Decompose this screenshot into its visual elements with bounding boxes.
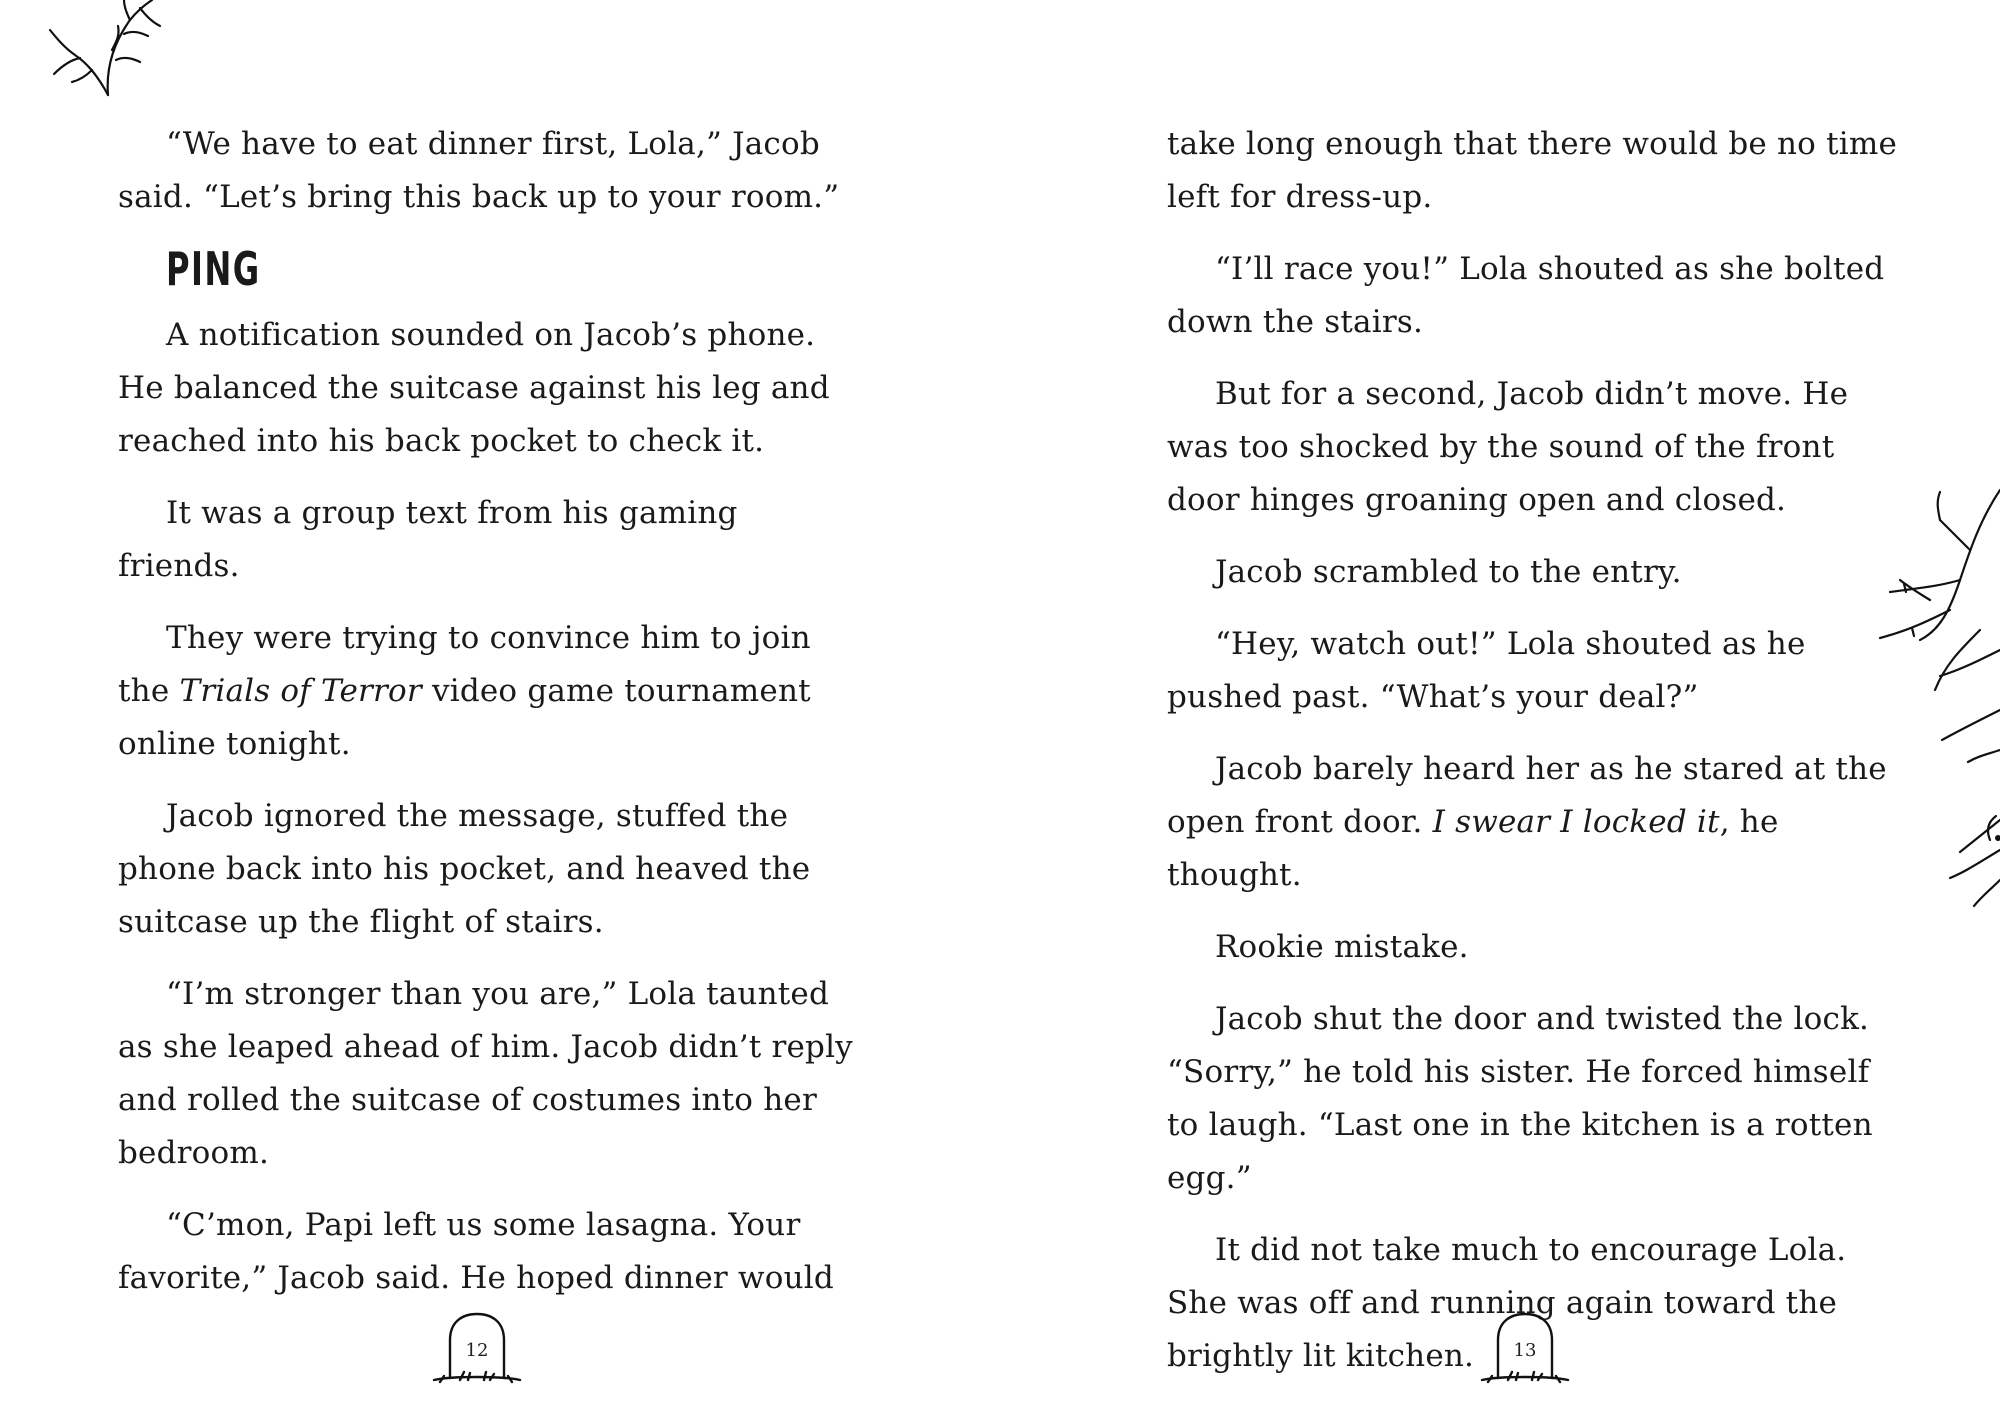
text-segment: A notification sounded on Jacob’s phone. He balanced the suitcase against his leg and reached into his back pocket to check it. — [118, 317, 830, 459]
text-segment: They were trying to convince him to join the — [118, 620, 811, 709]
text-segment: “Hey, watch out!” Lola shouted as he pushed past. “What’s your deal?” — [1167, 626, 1806, 715]
paragraph — [118, 1199, 858, 1305]
right-page-text — [1167, 118, 1907, 1402]
page-number: 12 — [465, 1340, 489, 1361]
text-segment: Rookie mistake. — [1215, 929, 1469, 965]
paragraph — [1167, 118, 1907, 224]
paragraph — [118, 968, 858, 1180]
paragraph — [118, 612, 858, 771]
text-segment: But for a second, Jacob didn’t move. He was too shocked by the sound of the front door hinges groaning open and closed. — [1167, 376, 1849, 518]
text-segment: “C’mon, Papi left us some lasagna. Your favorite,” Jacob said. He hoped dinner would — [118, 1207, 834, 1296]
tree-branch-illustration-right — [1850, 480, 2000, 920]
text-segment: It was a group text from his gaming friends. — [118, 495, 738, 584]
page-number-tombstone — [432, 1310, 522, 1386]
paragraph — [1167, 743, 1907, 902]
text-segment: “We have to eat dinner first, Lola,” Jacob said. “Let’s bring this back up to your room.” — [118, 126, 840, 215]
page-number: 13 — [1513, 1340, 1537, 1361]
paragraph — [118, 118, 858, 224]
ping-sound-effect: PING — [166, 242, 261, 296]
paragraph — [118, 487, 858, 593]
text-segment: Jacob ignored the message, stuffed the phone back into his pocket, and heaved the suitcase up the flight of stairs. — [118, 798, 811, 940]
paragraph — [118, 309, 858, 468]
text-segment: It did not take much to encourage Lola. She was off and running again toward the brightly lit kitchen. — [1167, 1232, 1847, 1374]
paragraph — [1167, 243, 1907, 349]
right-page — [1000, 0, 2000, 1428]
paragraph — [1167, 921, 1907, 974]
paragraph — [1167, 618, 1907, 724]
tree-branch-illustration-top-left — [20, 0, 180, 100]
paragraph — [1167, 546, 1907, 599]
text-segment: “I’m stronger than you are,” Lola taunted as she leaped ahead of him. Jacob didn’t reply and rolled the suitcase of costumes into her bedroom. — [118, 976, 853, 1171]
text-segment: , he thought. — [1167, 804, 1779, 893]
page-number-tombstone — [1480, 1310, 1570, 1386]
text-segment: video game tournament online tonight. — [118, 673, 811, 762]
text-segment: Jacob barely heard her as he stared at the open front door. — [1167, 751, 1887, 840]
text-segment: “I’ll race you!” Lola shouted as she bolted down the stairs. — [1167, 251, 1885, 340]
text-segment: Jacob scrambled to the entry. — [1215, 554, 1682, 590]
text-segment: take long enough that there would be no time left for dress-up. — [1167, 126, 1897, 215]
italic-text: I swear I locked it — [1432, 804, 1720, 840]
paragraph — [1167, 993, 1907, 1205]
paragraph — [1167, 368, 1907, 527]
italic-text: Trials of Terror — [179, 673, 422, 709]
text-segment: Jacob shut the door and twisted the lock. “Sorry,” he told his sister. He forced himself to laugh. “Last one in the kitchen is a rotten egg.” — [1167, 1001, 1873, 1196]
paragraph — [118, 790, 858, 949]
left-page-text — [118, 118, 858, 1324]
